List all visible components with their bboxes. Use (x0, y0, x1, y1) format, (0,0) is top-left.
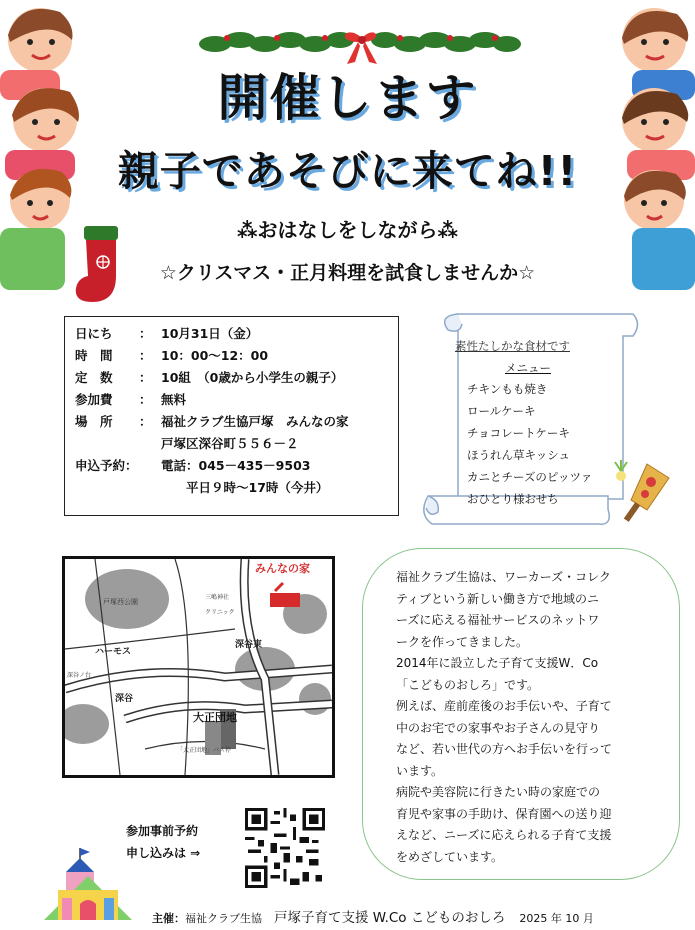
footer-org-childcare: 戸塚子育て支援 W.Co こどものおしろ (274, 910, 506, 926)
capacity-label: 定 数 (75, 370, 113, 385)
menu-item: ほうれん草キッシュ (467, 448, 571, 462)
date-value: 10月31日（金） (161, 326, 259, 341)
footer-sponsor-label: 主催： (152, 912, 185, 925)
tagline-talk: ⁂おはなしをしながら⁂ (237, 218, 458, 242)
map-drawing (65, 559, 332, 775)
menu-title: メニュー (505, 361, 551, 375)
new-year-hagoita-icon (607, 458, 677, 524)
apply-phone: 電話：045－435－9503 (161, 458, 311, 473)
footer-organizer (152, 906, 594, 926)
menu-item: チョコレートケーキ (467, 426, 570, 440)
access-map (62, 556, 335, 778)
tagline-tasting: ☆クリスマス・正月料理を試食しませんか☆ (159, 262, 536, 284)
footer-org-coop: 福祉クラブ生協 (185, 912, 262, 925)
fee-label: 参加費 (75, 392, 113, 407)
fee-value: 無料 (161, 392, 187, 407)
map-label-shrine: 三嶋神社 (205, 594, 230, 601)
place-address: 戸塚区深谷町５５６－２ (161, 436, 299, 451)
christmas-stocking-icon (70, 222, 130, 306)
castle-logo-icon (42, 846, 134, 922)
map-label-hermes: ハーモス (95, 647, 132, 657)
date-label: 日にち (75, 326, 113, 341)
map-label-park: 戸塚西公園 (103, 598, 138, 606)
menu-item: おひとり様おせち (467, 492, 559, 506)
menu-item: チキンもも焼き (467, 382, 548, 396)
map-label-danchi: 大正団地 (193, 711, 237, 724)
capacity-value: 10組 （0歳から小学生の親子） (161, 370, 344, 385)
map-label-busstop: 「大正団地」バス停 (177, 747, 232, 754)
description-text: 福祉クラブ生協は、ワーカーズ・コレク ティブという新しい働き方で地域のニ ーズに応える福祉サービスのネットワ ークを作ってきました。 2014年に設立した子育て支援W．Co 「こどものおしろ」です。 例えば、産前産後のお手伝いや、子育て 中のお宅での家事やお子さんの見守り など、若い世代の方へお手伝いを行って います。 病院や美容院に行きたい時の家庭での 育児や家事の手助け、保育園への送り迎 えなど、ニーズに応えられる子育て支援 をめざしています。 (396, 570, 613, 864)
sub-title: 親子であそびに来てね!! (117, 147, 578, 195)
map-label-fukaya: 深谷 (115, 694, 134, 704)
time-value: 10：00〜12：00 (161, 348, 269, 363)
main-title: 開催します (217, 69, 478, 127)
menu-heading: 素性たしかな食材です (455, 339, 570, 353)
place-label: 場 所 (75, 414, 113, 429)
menu-item: カニとチーズのピッツァ (467, 470, 593, 484)
time-label: 時 間 (75, 348, 113, 363)
menu-item: ロールケーキ (467, 404, 536, 418)
map-label-home: みんなの家 (255, 562, 310, 575)
qr-code[interactable] (245, 808, 325, 888)
map-label-fukaya-east: 深谷東 (235, 640, 263, 650)
place-value: 福祉クラブ生協戸塚 みんなの家 (161, 414, 349, 429)
signup-instruction: 参加事前予約 申し込みは ⇒ (126, 824, 201, 860)
menu-panel (455, 338, 615, 510)
event-info-box: 日にち ： 10月31日（金） 時 間 ： 10：00〜12：00 定 数 ： 10組 （0歳から小学生の親子） 参加費 ： 無料 場 所 ： 福祉クラブ生協戸塚 みんなの家 戸塚区深谷町５５６－２ 申込予約： 電話：045－435－9503 平日９時〜17時（今井） (64, 316, 399, 516)
apply-label: 申込予約： (75, 458, 138, 473)
map-label-clinic: クリニック (205, 609, 235, 616)
footer-date: 2025 年 10 月 (519, 912, 594, 925)
apply-hours: 平日９時〜17時（今井） (186, 480, 329, 495)
map-label-side: 深谷ノ台 (67, 672, 92, 679)
